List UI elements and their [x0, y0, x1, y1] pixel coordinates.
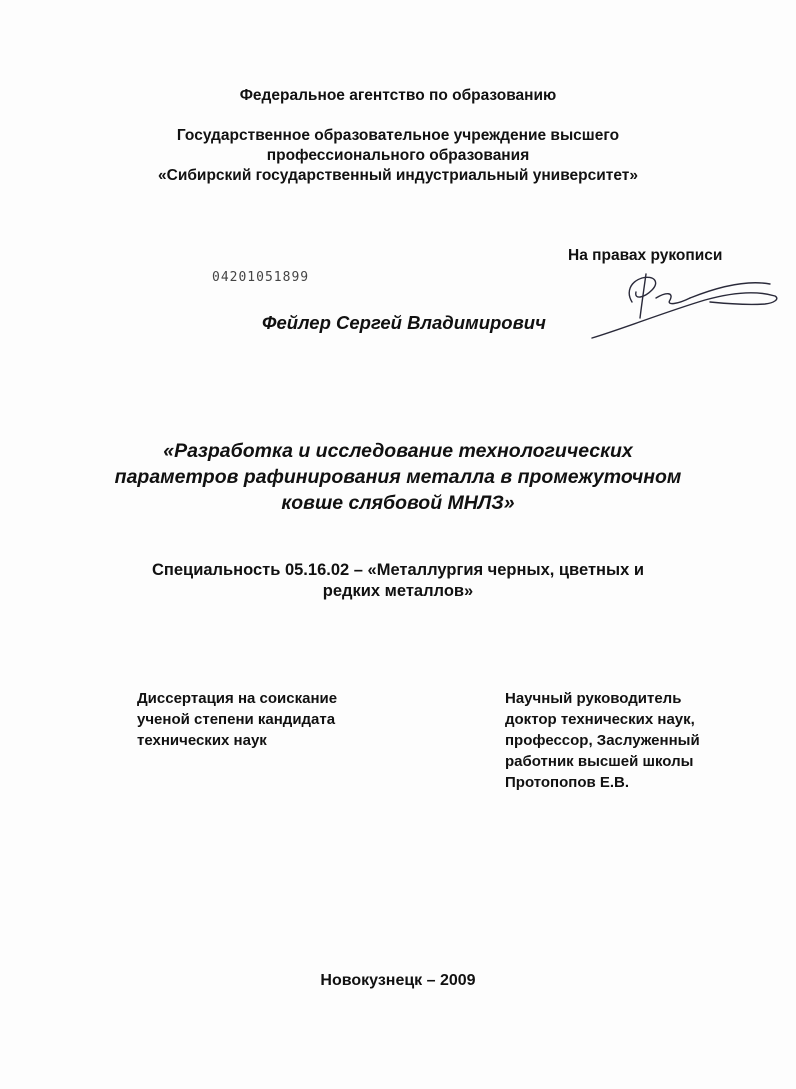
supervisor-line-2: доктор технических наук, — [505, 711, 695, 728]
dissertation-line-2: ученой степени кандидата — [137, 711, 336, 728]
title-line-3: ковше слябовой МНЛЗ» — [281, 492, 515, 514]
institution-name — [0, 126, 796, 186]
signature-mark — [570, 262, 785, 344]
title-line-2: параметров рафинирования металла в промежуточном — [114, 466, 682, 488]
title-line-1: «Разработка и исследование технологических — [163, 440, 633, 462]
institution-line-3: «Сибирский государственный индустриальный университет» — [158, 167, 638, 184]
supervisor-line-5: Протопопов Е.В. — [505, 774, 630, 791]
specialty-line-1: Специальность 05.16.02 – «Металлургия черных, цветных и — [152, 561, 644, 579]
dissertation-info — [137, 688, 337, 751]
archive-number-stamp: 04201051899 — [212, 270, 310, 285]
author-name: Фейлер Сергей Владимирович — [262, 312, 546, 333]
thesis-title — [0, 438, 796, 516]
manuscript-note: На правах рукописи — [568, 247, 723, 264]
city-year: Новокузнецк – 2009 — [320, 972, 476, 989]
dissertation-line-1: Диссертация на соискание — [137, 690, 338, 707]
specialty-line-2: редких металлов» — [322, 582, 474, 600]
supervisor-line-3: профессор, Заслуженный — [505, 732, 700, 749]
specialty — [0, 560, 796, 602]
supervisor-line-4: работник высшей школы — [505, 753, 694, 770]
agency-name: Федеральное агентство по образованию — [239, 87, 557, 104]
institution-line-2: профессионального образования — [266, 147, 530, 164]
institution-line-1: Государственное образовательное учреждение высшего — [176, 127, 620, 144]
supervisor-line-1: Научный руководитель — [505, 690, 682, 707]
supervisor-info — [505, 688, 700, 793]
dissertation-line-3: технических наук — [137, 732, 267, 749]
